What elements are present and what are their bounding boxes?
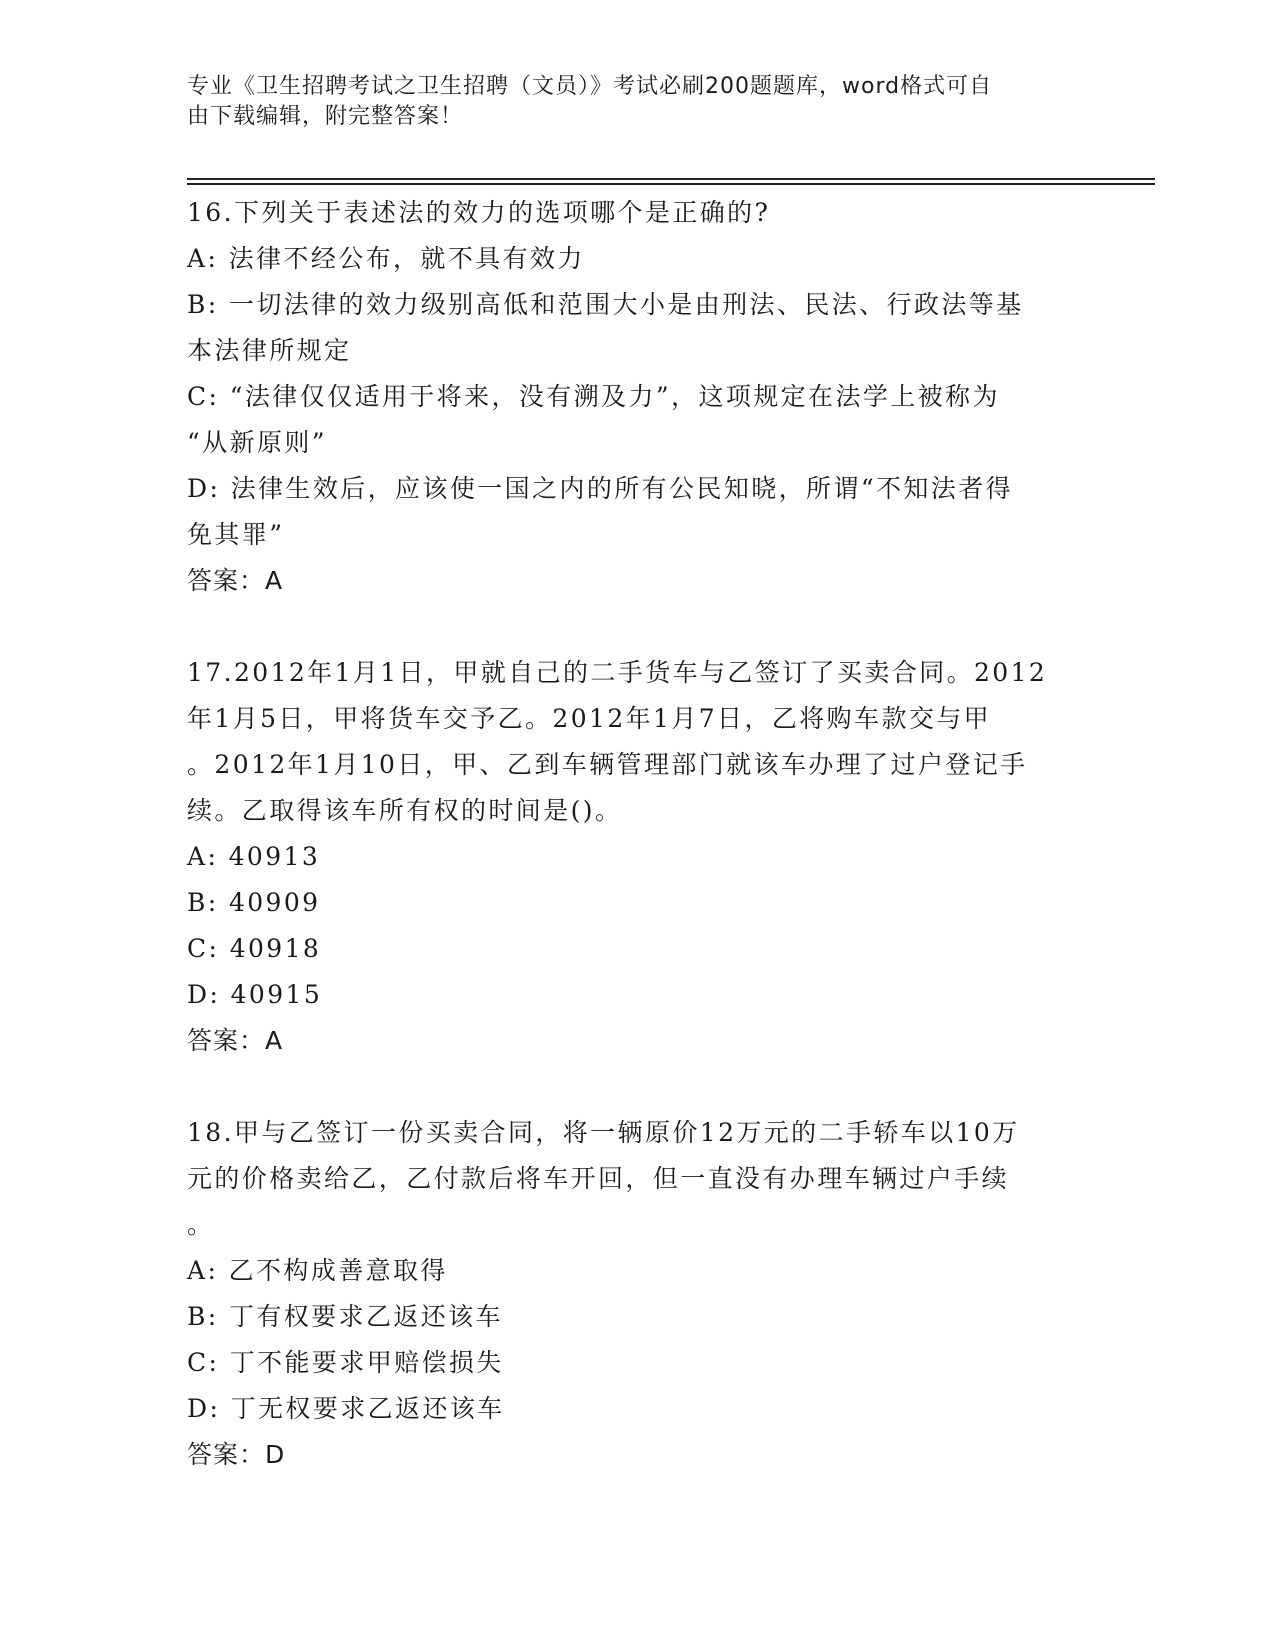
question-stem-line: 。2012年1月10日，甲、乙到车辆管理部门就该车办理了过户登记手 — [187, 750, 1028, 779]
answer: 答案：A — [187, 566, 284, 595]
header-rule-bottom — [187, 183, 1155, 185]
option-d: D: 丁无权要求乙返还该车 — [187, 1394, 505, 1423]
option-d: D: 40915 — [187, 980, 323, 1009]
option-c: C: 40918 — [187, 934, 322, 963]
question-stem-line: 年1月5日，甲将货车交予乙。2012年1月7日，乙将购车款交与甲 — [187, 704, 992, 733]
question-stem-line: 16.下列关于表述法的效力的选项哪个是正确的? — [187, 198, 771, 227]
header-rule-top — [187, 178, 1155, 180]
header-line-2: 由下载编辑，附完整答案！ — [187, 104, 464, 129]
option-a: A: 法律不经公布，就不具有效力 — [187, 244, 585, 273]
spacer — [187, 1064, 1087, 1110]
question-stem-line: 。 — [187, 1210, 215, 1239]
question-list — [187, 190, 1087, 1478]
spacer — [187, 604, 1087, 650]
question-stem-line: 元的价格卖给乙，乙付款后将车开回，但一直没有办理车辆过户手续 — [187, 1164, 1010, 1193]
question-stem-line: 17.2012年1月1日，甲就自己的二手货车与乙签订了买卖合同。2012 — [187, 658, 1048, 687]
answer: 答案：D — [187, 1440, 286, 1469]
question-16 — [187, 190, 1087, 604]
question-18 — [187, 1110, 1087, 1478]
option-a: A: 40913 — [187, 842, 321, 871]
document-header — [187, 72, 1067, 132]
answer: 答案：A — [187, 1026, 284, 1055]
question-17 — [187, 650, 1087, 1064]
option-b: B: 丁有权要求乙返还该车 — [187, 1302, 503, 1331]
option-b: B: 一切法律的效力级别高低和范围大小是由刑法、民法、行政法等基 — [187, 290, 1024, 319]
option-c: C: 丁不能要求甲赔偿损失 — [187, 1348, 504, 1377]
option-a: A: 乙不构成善意取得 — [187, 1256, 448, 1285]
option-b: B: 40909 — [187, 888, 321, 917]
option-c: C: “法律仅仅适用于将来，没有溯及力”，这项规定在法学上被称为 — [187, 382, 1000, 411]
question-stem-line: 续。乙取得该车所有权的时间是()。 — [187, 796, 623, 825]
header-line-1: 专业《卫生招聘考试之卫生招聘（文员）》考试必刷200题题库，word格式可自 — [187, 74, 993, 99]
option-d-cont: 免其罪” — [187, 520, 285, 549]
question-stem-line: 18.甲与乙签订一份买卖合同，将一辆原价12万元的二手轿车以10万 — [187, 1118, 1020, 1147]
option-b-cont: 本法律所规定 — [187, 336, 352, 365]
option-d: D: 法律生效后，应该使一国之内的所有公民知晓，所谓“不知法者得 — [187, 474, 1013, 503]
option-c-cont: “从新原则” — [187, 428, 327, 457]
